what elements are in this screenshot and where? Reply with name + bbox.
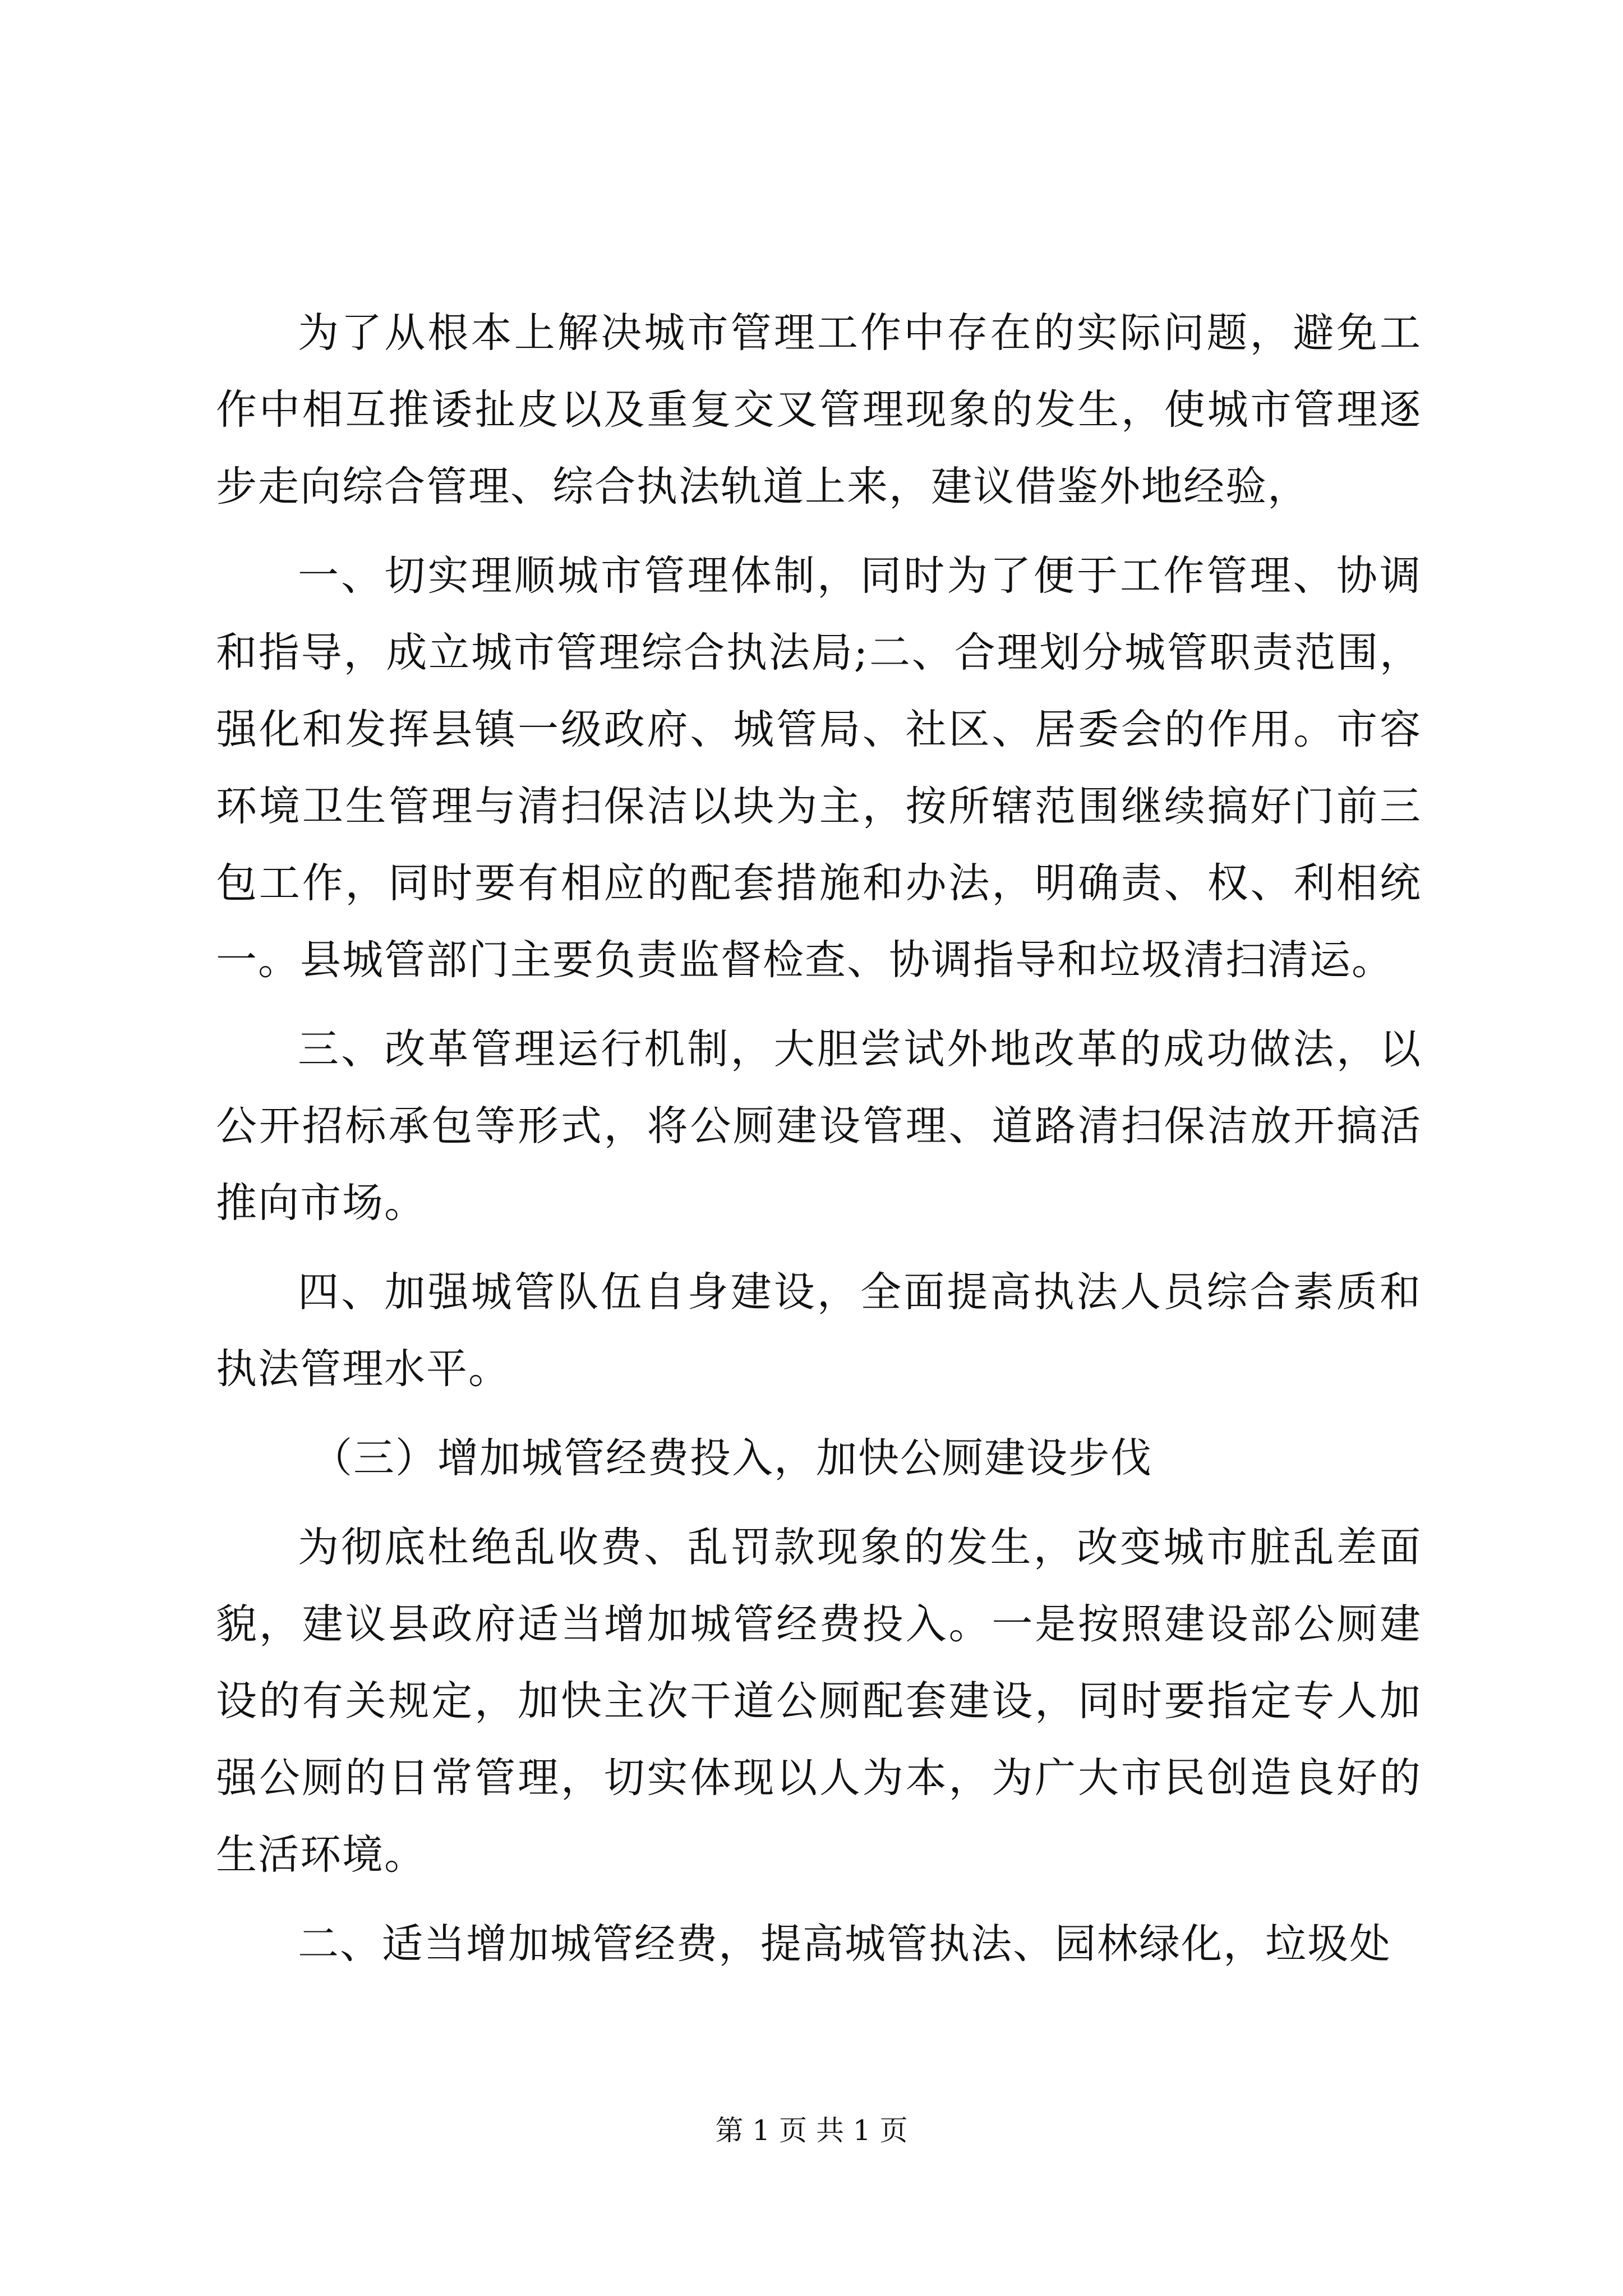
paragraph-point-four: 四、加强城管队伍自身建设，全面提高执法人员综合素质和执法管理水平。 [216,1268,1422,1393]
section-heading: （三）增加城管经费投入，加快公厕建设步伐 [311,1434,1152,1482]
paragraph-point-one-two: 一、切实理顺城市管理体制，同时为了便于工作管理、协调和指导，成立城市管理综合执法局;二、合理划分城管职责范围，强化和发挥县镇一级政府、城管局、社区、居委会的作用。市容环境卫生管理与清扫保洁以块为主，按所辖范围继续搞好门前三包工作，同时要有相应的配套措施和办法，明确责、权、利相统一。县城管部门主要负责监督检查、协调指导和垃圾清扫清运。 [216,552,1422,984]
page-footer: 第 1 页 共 1 页 [715,2114,908,2147]
paragraph-intro: 为了从根本上解决城市管理工作中存在的实际问题，避免工作中相互推诿扯皮以及重复交叉管理现象的发生，使城市管理逐步走向综合管理、综合执法轨道上来，建议借鉴外地经验， [216,309,1422,510]
paragraph-funding: 为彻底杜绝乱收费、乱罚款现象的发生，改变城市脏乱差面貌，建议县政府适当增加城管经费投入。一是按照建设部公厕建设的有关规定，加快主次干道公厕配套建设，同时要指定专人加强公厕的日常管理，切实体现以人为本，为广大市民创造良好的生活环境。 [216,1524,1422,1879]
paragraph-funding-two: 二、适当增加城管经费，提高城管执法、园林绿化，垃圾处 [298,1920,1391,1968]
document-body [216,295,1422,1995]
paragraph-point-three: 三、改革管理运行机制，大胆尝试外地改革的成功做法，以公开招标承包等形式，将公厕建设管理、道路清扫保洁放开搞活推向市场。 [216,1025,1422,1227]
